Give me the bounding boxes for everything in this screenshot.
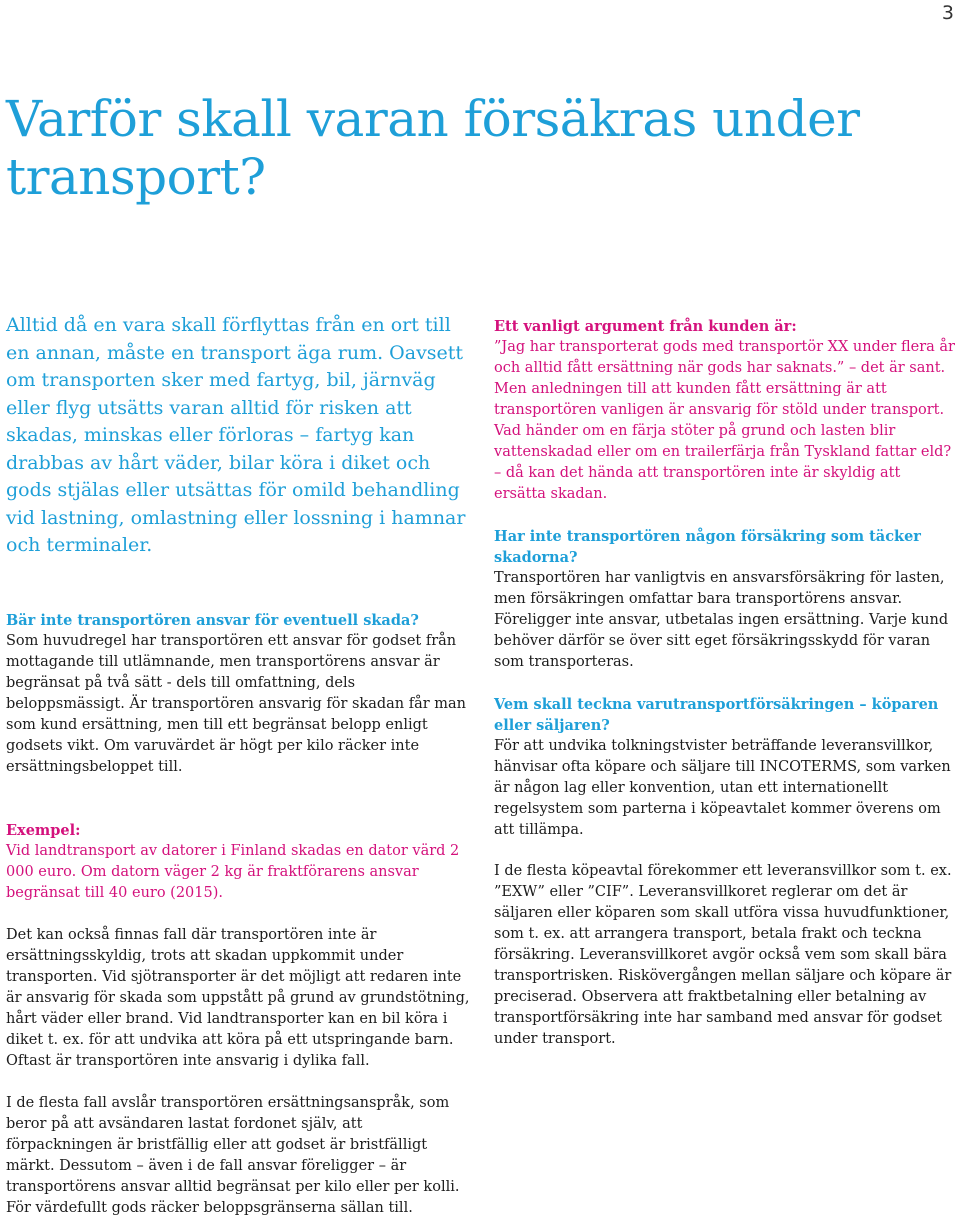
argument-section xyxy=(494,316,956,505)
argument-body: ”Jag har transporterat gods med transportör XX under flera år och alltid fått ersättning när gods har saknats.” – det är sant. Men anledningen till att kunden fått ersättning är att transportören vanligen är ansvarig för stöld under transport. Vad händer om en färja stöter på grund och lasten blir vattenskadad eller om en trailerfärja från Tyskland fattar eld? – då kan det hända att transportören inte är skyldig att ersätta skadan. xyxy=(494,339,955,502)
question-liability-section xyxy=(6,610,471,778)
claims-paragraph-block xyxy=(6,1093,471,1219)
page-title: Varför skall varan försäkras under transport? xyxy=(6,90,860,206)
no-liability-paragraph-block xyxy=(6,925,471,1072)
claims-paragraph: I de flesta fall avslår transportören ersättningsanspråk, som beror på att avsändaren lastat fordonet själv, att förpackningen är bristfällig eller att godset är bristfälligt märkt. Dessutom – även i de fall ansvar föreligger – är transportörens ansvar alltid begränsat per kilo eller per kolli. För värdefullt gods räcker beloppsgränserna sällan till. xyxy=(6,1095,460,1216)
question-insurance-heading: Har inte transportören någon försäkring som täcker skadorna? xyxy=(494,528,921,566)
question-liability-body: Som huvudregel har transportören ett ansvar för godset från mottagande till utlämnande, men transportörens ansvar är begränsat på två sätt - dels till omfattning, dels beloppsmässigt. Är transportören ansvarig för skadan får man som kund ersättning, men till ett begränsat belopp enligt godsets vikt. Om varuvärdet är högt per kilo räcker inte ersättningsbeloppet till. xyxy=(6,633,467,775)
question-who-insures-heading: Vem skall teckna varutransportförsäkringen – köparen eller säljaren? xyxy=(494,696,939,734)
question-who-insures-body: För att undvika tolkningstvister beträffande leveransvillkor, hänvisar ofta köpare och säljare till INCOTERMS, som varken är någon lag eller konvention, utan ett internationellt regelsystem som parterna i köpeavtalet kommer överens om att tillämpa. xyxy=(494,738,951,838)
example-heading: Exempel: xyxy=(6,822,81,839)
lead-paragraph: Alltid då en vara skall förflyttas från en ort till en annan, måste en transport äga rum. Oavsett om transporten sker med fartyg, bil, järnväg eller flyg utsätts varan alltid för risken att skadas, minskas eller förloras – fartyg kan drabbas av hårt väder, bilar köra i diket och gods stjälas eller utsättas för omild behandling vid lastning, omlastning eller lossning i hamnar och terminaler. xyxy=(6,314,466,556)
delivery-terms-paragraph: I de flesta köpeavtal förekommer ett leveransvillkor som t. ex. ”EXW” eller ”CIF”. Leveransvillkoret reglerar om det är säljaren eller köparen som skall utföra vissa huvudfunktioner, som t. ex. att arrangera transport, betala frakt och teckna försäkring. Leveransvillkoret avgör också vem som skall bära transportrisken. Riskövergången mellan säljare och köpare är preciserad. Observera att fraktbetalning eller betalning av transportförsäkring inte har samband med ansvar för godset under transport. xyxy=(494,863,952,1047)
delivery-terms-paragraph-block xyxy=(494,861,956,1050)
question-who-insures-section xyxy=(494,694,956,841)
lead-paragraph-block xyxy=(6,312,471,560)
question-insurance-section xyxy=(494,526,956,673)
page-number: 3 xyxy=(941,2,954,24)
question-liability-heading: Bär inte transportören ansvar för eventuell skada? xyxy=(6,612,419,629)
question-insurance-body: Transportören har vanligtvis en ansvarsförsäkring för lasten, men försäkringen omfattar bara transportörens ansvar. Föreligger inte ansvar, utbetalas ingen ersättning. Varje kund behöver därför se över sitt eget försäkringsskydd för varan som transporteras. xyxy=(494,570,949,670)
no-liability-paragraph: Det kan också finnas fall där transportören inte är ersättningsskyldig, trots att skadan uppkommit under transporten. Vid sjötransporter är det möjligt att redaren inte är ansvarig för skada som uppstått på grund av grundstötning, hårt väder eller brand. Vid landtransporter kan en bil köra i diket t. ex. för att undvika att köra på ett utspringande barn. Oftast är transportören inte ansvarig i dylika fall. xyxy=(6,927,470,1069)
example-section xyxy=(6,820,471,904)
argument-heading: Ett vanligt argument från kunden är: xyxy=(494,318,797,335)
example-body: Vid landtransport av datorer i Finland skadas en dator värd 2 000 euro. Om datorn väger 2 kg är fraktförarens ansvar begränsat till 40 euro (2015). xyxy=(6,843,460,901)
